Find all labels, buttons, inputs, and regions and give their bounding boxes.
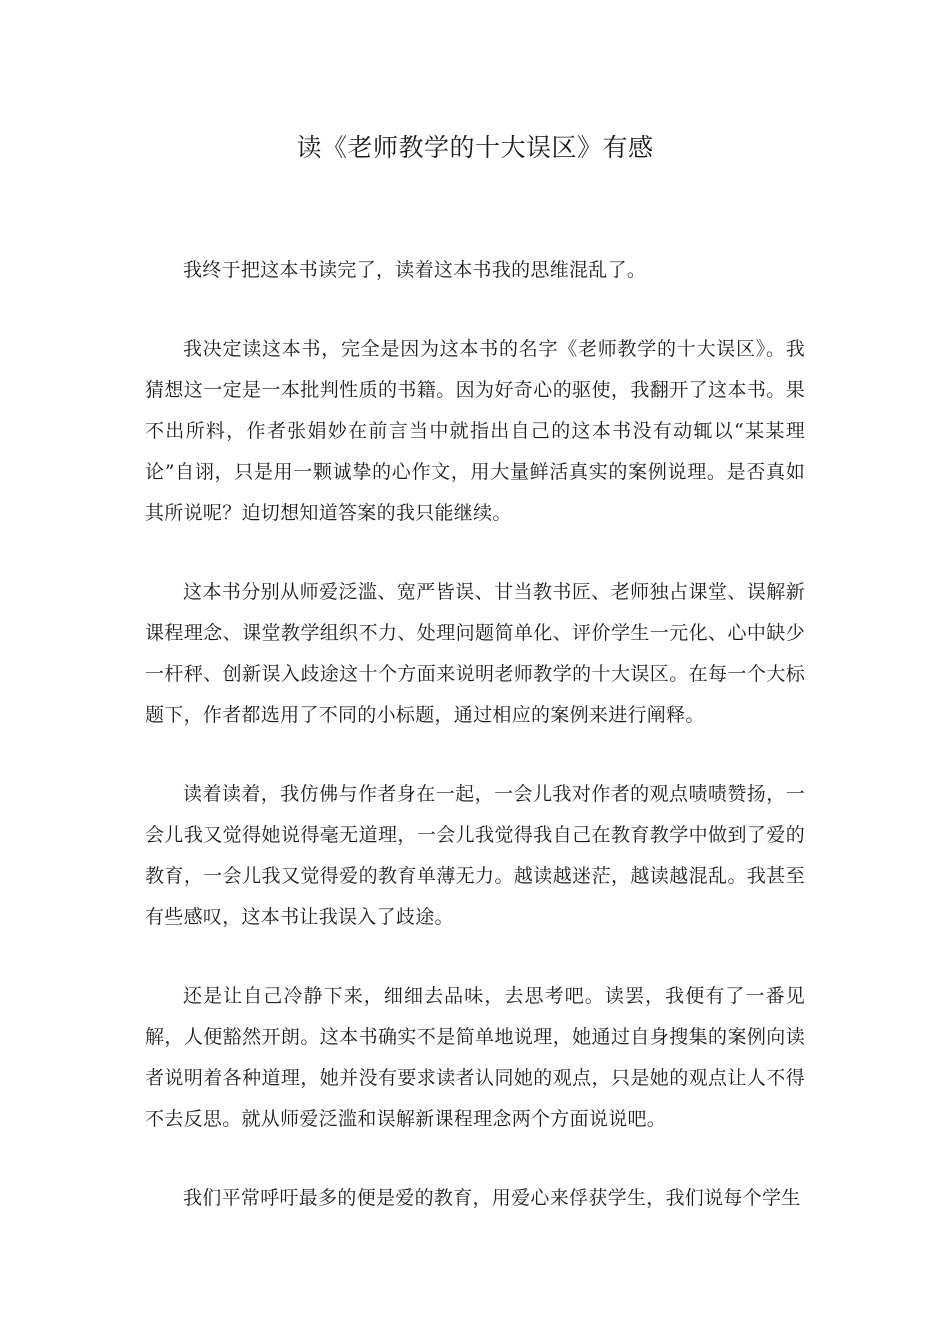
paragraph-4: 读着读着，我仿佛与作者身在一起，一会儿我对作者的观点啧啧赞扬，一会儿我又觉得她说得毫无道理，一会儿我觉得我自己在教育教学中做到了爱的教育，一会儿我又觉得爱的教育单薄无力。越读越迷茫，越读越混乱。我甚至有些感叹，这本书让我误入了歧途。 (145, 783, 805, 928)
paragraph-3: 这本书分别从师爱泛滥、宽严皆误、甘当教书匠、老师独占课堂、误解新课程理念、课堂教学组织不力、处理问题简单化、评价学生一元化、心中缺少一杆秤、创新误入歧途这十个方面来说明老师教学的十大误区。在每一个大标题下，作者都选用了不同的小标题，通过相应的案例来进行阐释。 (145, 581, 805, 726)
paragraph-5: 还是让自己冷静下来，细细去品味，去思考吧。读罢，我便有了一番见解，人便豁然开朗。这本书确实不是简单地说理，她通过自身搜集的案例向读者说明着各种道理，她并没有要求读者认同她的观点，只是她的观点让人不得不去反思。就从师爱泛滥和误解新课程理念两个方面说说吧。 (145, 985, 805, 1130)
document-title: 读《老师教学的十大误区》有感 (296, 133, 654, 162)
paragraph-2: 我决定读这本书，完全是因为这本书的名字《老师教学的十大误区》。我猜想这一定是一本批判性质的书籍。因为好奇心的驱使，我翻开了这本书。果不出所料，作者张娟妙在前言当中就指出自己的这本书没有动辄以“某某理论”自诩，只是用一颗诚挚的心作文，用大量鲜活真实的案例说理。是否真如其所说呢？迫切想知道答案的我只能继续。 (145, 338, 805, 524)
paragraph-1: 我终于把这本书读完了，读着这本书我的思维混乱了。 (183, 259, 647, 281)
document-body (145, 250, 805, 1257)
paragraph-6: 我们平常呼吁最多的便是爱的教育，用爱心来俘获学生，我们说每个学生 (183, 1187, 801, 1209)
